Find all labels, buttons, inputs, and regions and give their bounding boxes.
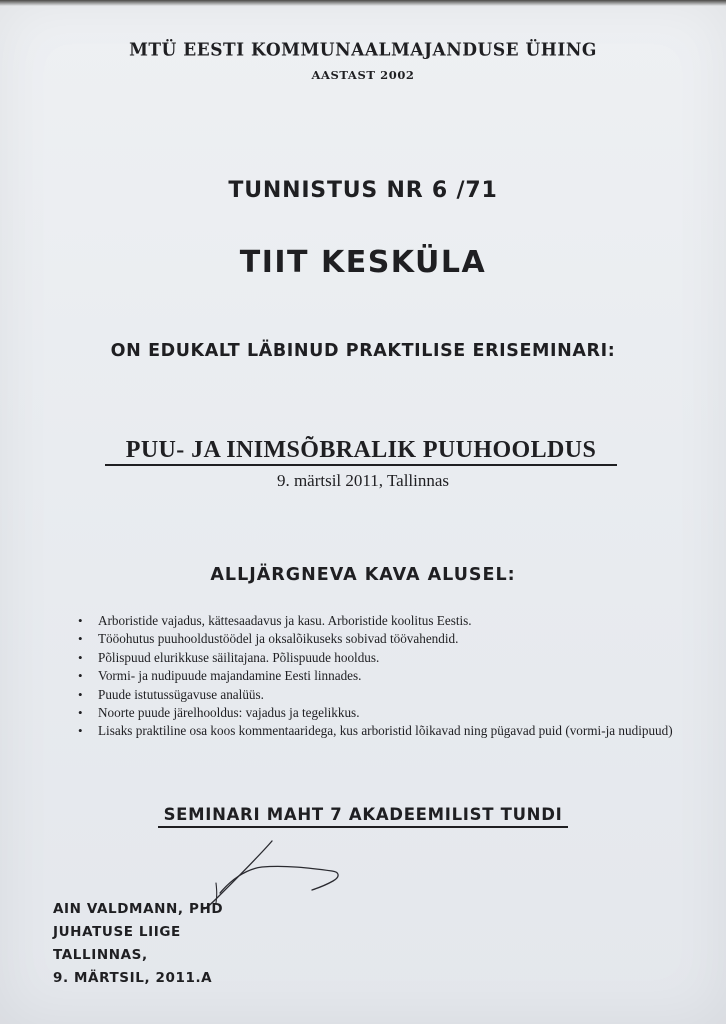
program-topic: • Arboristide vajadus, kättesaadavus ja kasu. Arboristide koolitus Eestis.: [98, 612, 698, 630]
completion-statement: ON EDUKALT LÄBINUD PRAKTILISE ERISEMINARI:: [110, 341, 616, 361]
program-topic: • Puude istutussügavuse analüüs.: [98, 686, 698, 704]
program-topic-list: [78, 612, 698, 741]
program-topic: • Tööohutus puuhooldustöödel ja oksalõikuseks sobivad töövahendid.: [98, 630, 698, 648]
signing-date: 9. MÄRTSIL, 2011.A: [53, 970, 213, 986]
program-heading: ALLJÄRGNEVA KAVA ALUSEL:: [210, 565, 516, 585]
course-date-place: 9. märtsil 2011, Tallinnas: [276, 471, 450, 490]
program-topic: • Lisaks praktiline osa koos kommentaaridega, kus arboristid lõikavad ning pügavad puid (vormi-ja nudipuud): [98, 722, 698, 740]
signer-block: [53, 898, 313, 990]
signer-name: AIN VALDMANN, PHD: [53, 901, 224, 917]
organization-since: AASTAST 2002: [311, 68, 415, 82]
course-title: PUU- JA INIMSÕBRALIK PUUHOOLDUS: [105, 437, 617, 466]
signing-place: TALLINNAS,: [53, 947, 148, 963]
program-topic: • Põlispuud elurikkuse säilitajana. Põlispuude hooldus.: [98, 649, 698, 667]
organization-name: MTÜ EESTI KOMMUNAALMAJANDUSE ÜHING: [129, 39, 597, 61]
program-topic: • Vormi- ja nudipuude majandamine Eesti linnades.: [98, 667, 698, 685]
signer-role: JUHATUSE LIIGE: [53, 924, 181, 940]
program-topic: • Noorte puude järelhooldus: vajadus ja tegelikkus.: [98, 704, 698, 722]
seminar-volume: SEMINARI MAHT 7 AKADEEMILIST TUNDI: [158, 804, 568, 828]
recipient-name: TIIT KESKÜLA: [239, 245, 487, 280]
certificate-number: TUNNISTUS NR 6 /71: [228, 178, 498, 203]
